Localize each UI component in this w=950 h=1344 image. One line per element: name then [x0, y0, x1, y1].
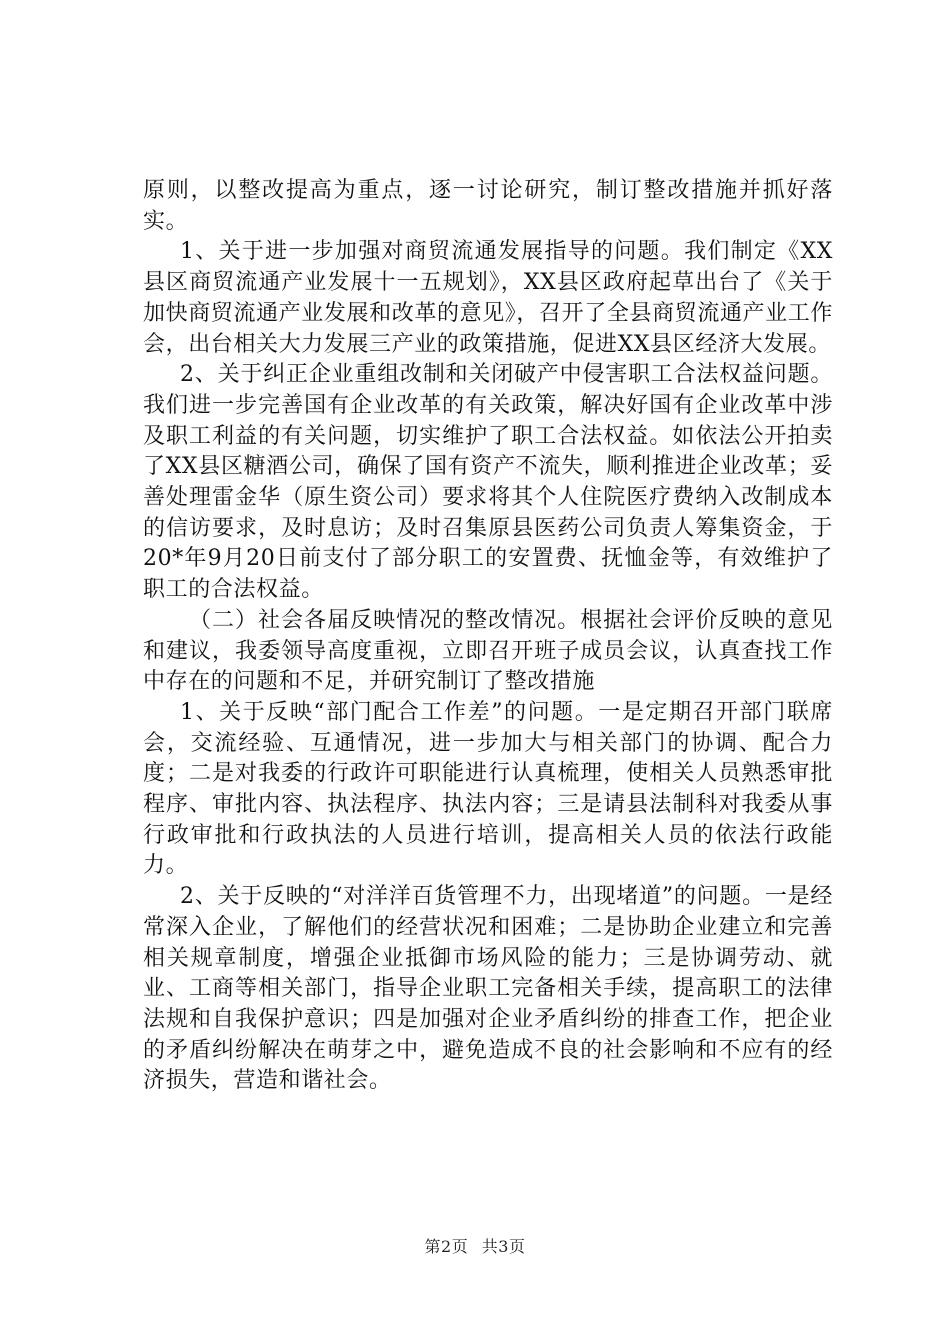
paragraph: 1、关于进一步加强对商贸流通发展指导的问题。我们制定《XX县区商贸流通产业发展十一五规划》，XX县区政府起草出台了《关于加快商贸流通产业发展和改革的意见》，召开了全县商贸流通产业工作会，出台相关大力发展三产业的政策措施，促进XX县区经济大发展。	[143, 239, 833, 357]
page-number: 第2页	[424, 1237, 469, 1256]
paragraph: 2、关于反映的“对洋洋百货管理不力，出现堵道”的问题。一是经常深入企业，了解他们的经营状况和困难；二是协助企业建立和完善相关规章制度，增强企业抵御市场风险的能力；三是协调劳动、就业、工商等相关部门，指导企业职工完备相关手续，提高职工的法律法规和自我保护意识；四是加强对企业矛盾纠纷的排查工作，把企业的矛盾纠纷解决在萌芽之中，避免造成不良的社会影响和不应有的经济损失，营造和谐社会。	[143, 884, 833, 1094]
total-pages: 共3页	[481, 1237, 526, 1256]
paragraph: （二）社会各届反映情况的整改情况。根据社会评价反映的意见和建议，我委领导高度重视，立即召开班子成员会议，认真查找工作中存在的问题和不足，并研究制订了整改措施	[143, 607, 833, 695]
paragraph: 1、关于反映“部门配合工作差”的问题。一是定期召开部门联席会，交流经验、互通情况，进一步加大与相关部门的协调、配合力度；二是对我委的行政许可职能进行认真梳理，使相关人员熟悉审批程序、审批内容、执法程序、执法内容；三是请县法制科对我委从事行政审批和行政执法的人员进行培训，提高相关人员的依法行政能力。	[143, 699, 833, 879]
document-body	[143, 176, 833, 1097]
paragraph: 2、关于纠正企业重组改制和关闭破产中侵害职工合法权益问题。我们进一步完善国有企业改革的有关政策，解决好国有企业改革中涉及职工利益的有关问题，切实维护了职工合法权益。如依法公开拍卖了XX县区糖酒公司，确保了国有资产不流失，顺利推进企业改革；妥善处理雷金华（原生资公司）要求将其个人住院医疗费纳入改制成本的信访要求，及时息访；及时召集原县医药公司负责人筹集资金，于20*年9月20日前支付了部分职工的安置费、抚恤金等，有效维护了职工的合法权益。	[143, 362, 833, 603]
paragraph: 原则，以整改提高为重点，逐一讨论研究，制订整改措施并抓好落实。	[143, 178, 833, 234]
page-footer	[0, 1237, 950, 1257]
